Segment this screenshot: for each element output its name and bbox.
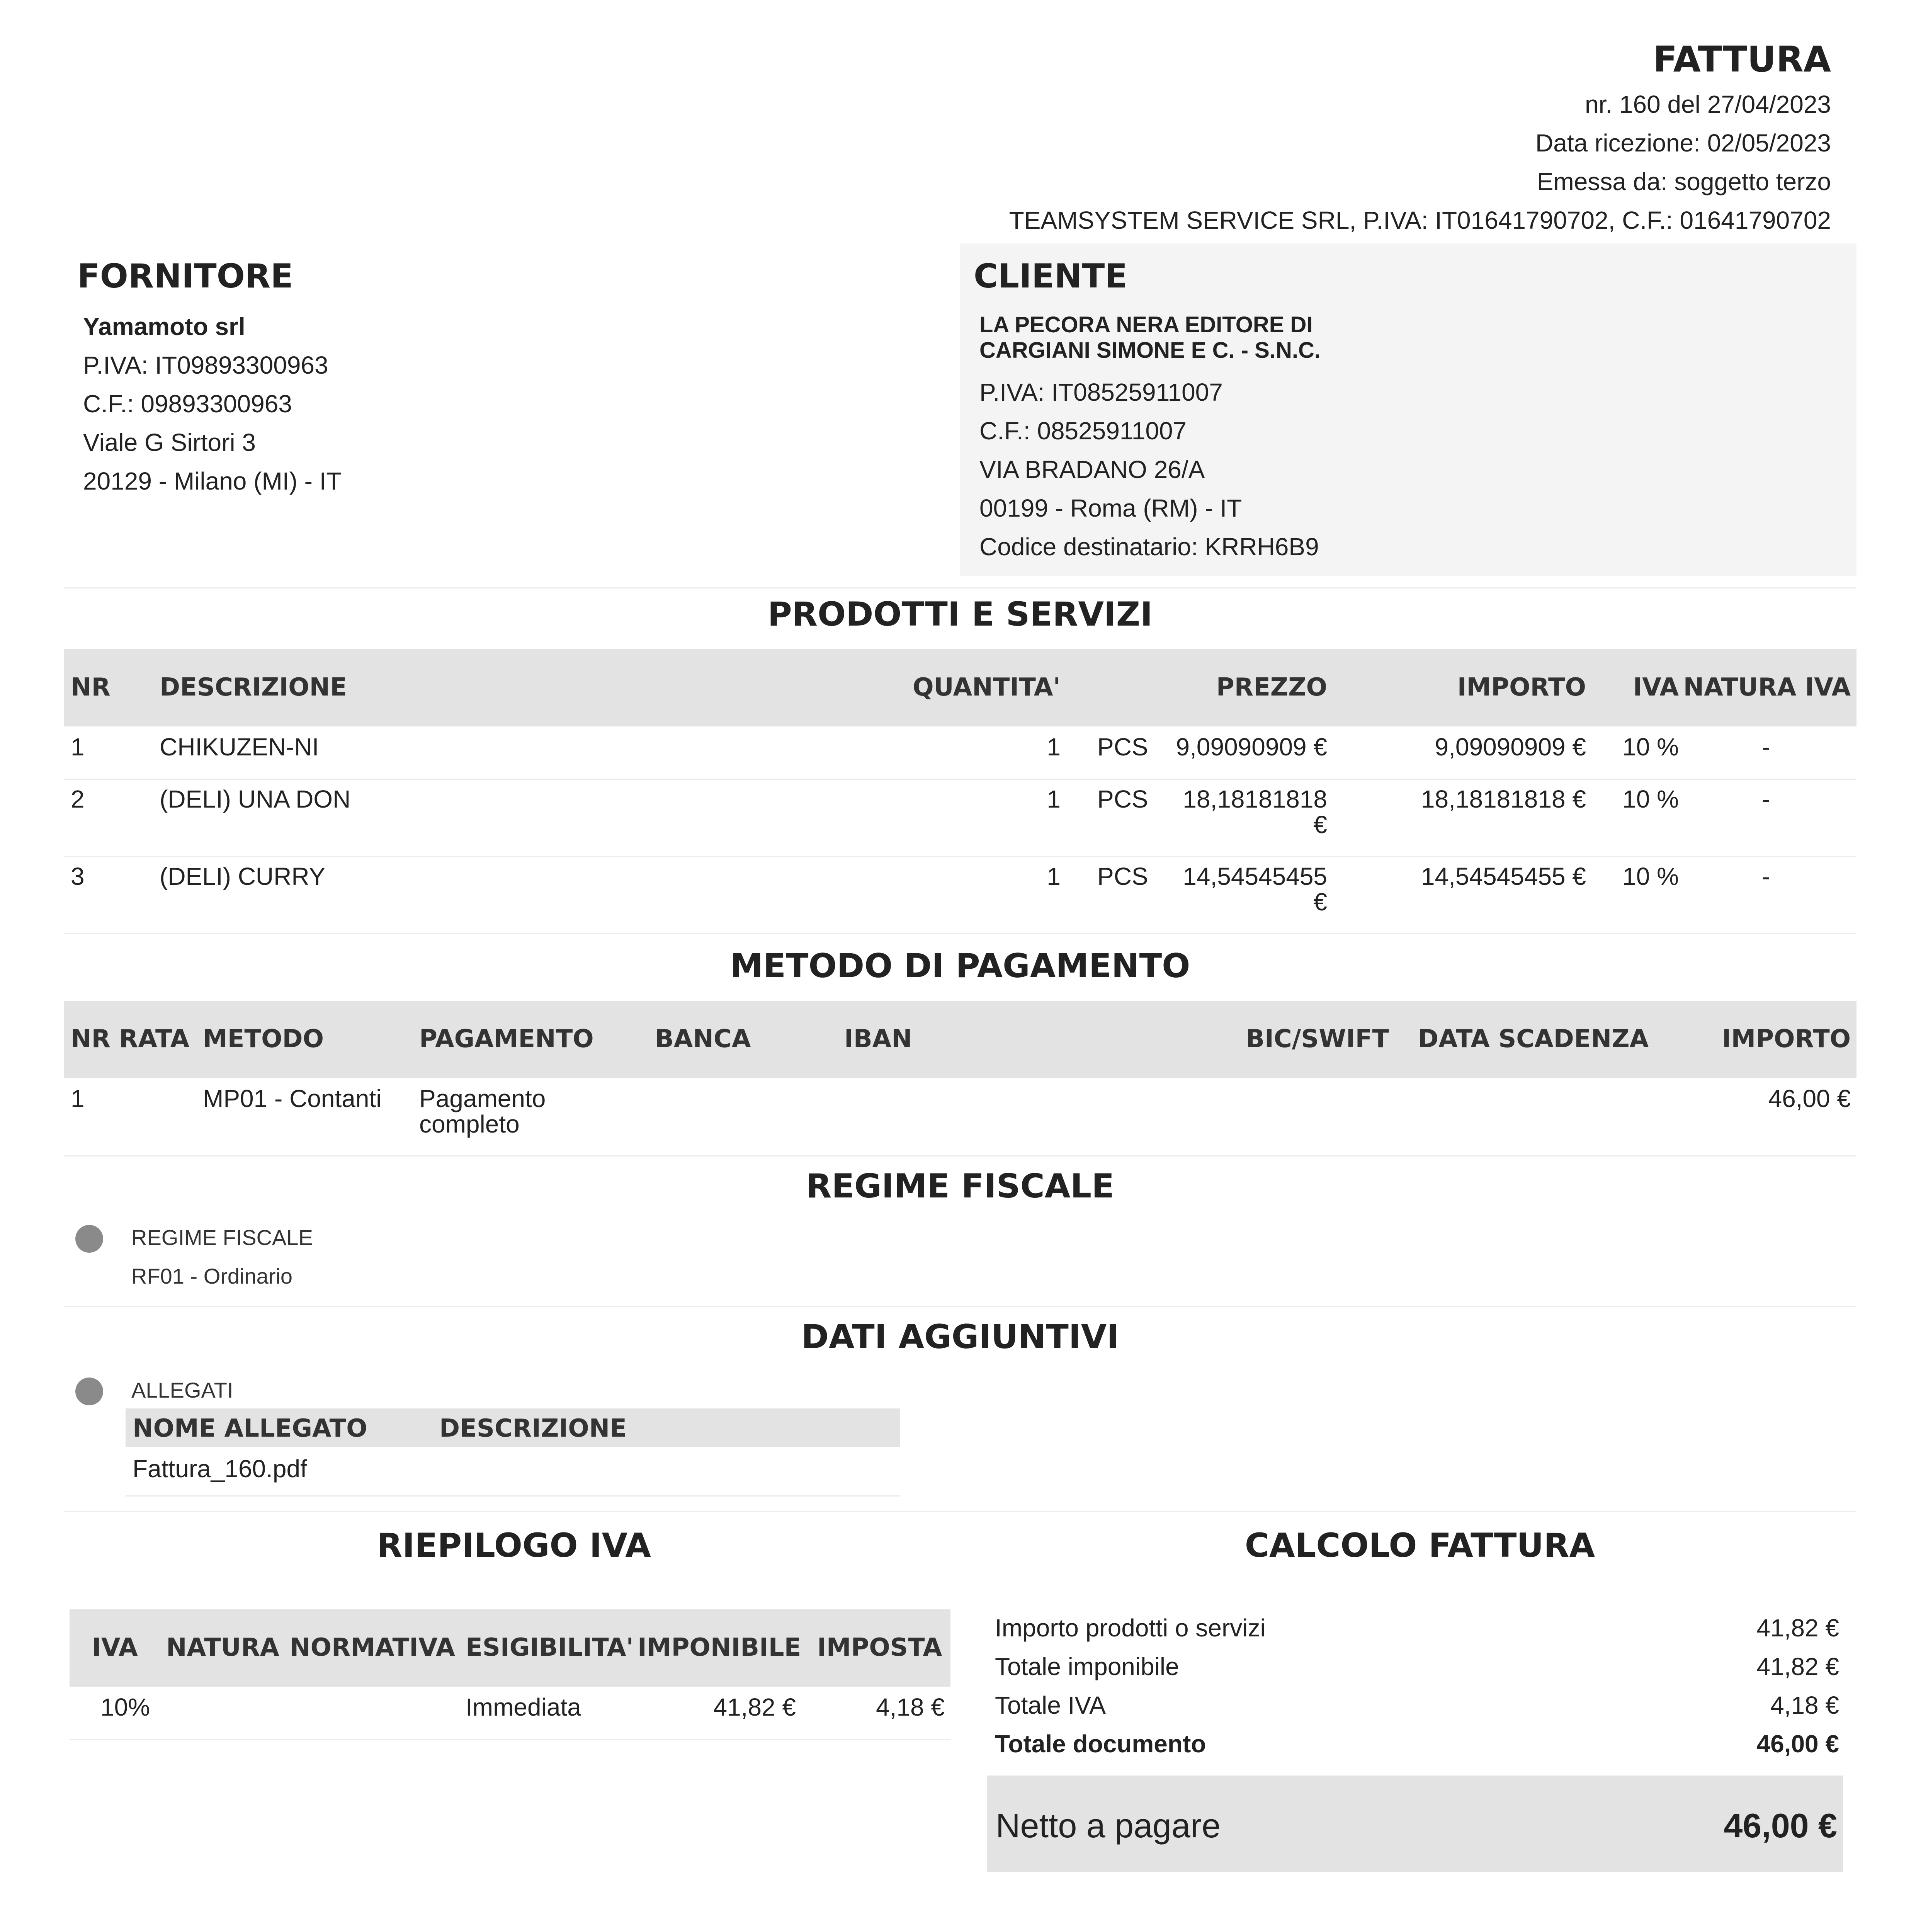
row-quantity: 1 <box>1047 733 1061 761</box>
row-price-currency: € <box>1313 888 1327 916</box>
payment-title: METODO DI PAGAMENTO <box>730 947 1190 985</box>
payment-table-header <box>64 1001 1856 1078</box>
attachment-file: Fattura_160.pdf <box>133 1455 307 1483</box>
divider <box>64 1511 1856 1512</box>
col-iva: IVA <box>92 1633 138 1662</box>
row-taxable: 41,82 € <box>713 1693 796 1721</box>
col-attachment-description: DESCRIZIONE <box>439 1414 627 1443</box>
customer-cf: C.F.: 08525911007 <box>979 417 1187 445</box>
row-iva: 10 % <box>1622 862 1679 890</box>
row-amount: 46,00 € <box>1768 1085 1851 1112</box>
row-iva: 10 % <box>1622 785 1679 813</box>
customer-recipient-code: Codice destinatario: KRRH6B9 <box>979 533 1319 561</box>
row-quantity: 1 <box>1047 785 1061 813</box>
bullet-icon <box>75 1378 103 1405</box>
col-taxable: IMPONIBILE <box>638 1633 801 1662</box>
customer-piva: P.IVA: IT08525911007 <box>979 378 1223 406</box>
col-payment: PAGAMENTO <box>419 1025 594 1053</box>
bullet-icon <box>75 1225 103 1253</box>
col-due-date: DATA SCADENZA <box>1418 1025 1649 1053</box>
col-nature: NATURA IVA <box>1683 673 1851 702</box>
row-tax: 4,18 € <box>876 1693 945 1721</box>
customer-title: CLIENTE <box>974 257 1128 296</box>
supplier-address: Viale G Sirtori 3 <box>83 429 256 456</box>
col-iva: IVA <box>1633 673 1679 702</box>
col-description: DESCRIZIONE <box>160 673 347 702</box>
table-row <box>64 779 1856 856</box>
col-nr: NR <box>71 673 111 702</box>
row-divider <box>64 1155 1856 1156</box>
net-to-pay-value: 46,00 € <box>1724 1806 1837 1845</box>
table-row <box>64 1078 1856 1155</box>
issued-by: Emessa da: soggetto terzo <box>1537 168 1831 196</box>
col-price: PREZZO <box>1216 673 1327 702</box>
doc-type-title: FATTURA <box>1653 39 1831 80</box>
divider <box>64 1306 1856 1307</box>
col-attachment-name: NOME ALLEGATO <box>133 1414 367 1443</box>
products-table-header <box>64 649 1856 726</box>
row-iva: 10 % <box>1622 733 1679 761</box>
customer-address: VIA BRADANO 26/A <box>979 456 1205 483</box>
row-divider <box>70 1739 950 1740</box>
row-description: (DELI) CURRY <box>160 862 326 890</box>
extra-title: DATI AGGIUNTIVI <box>801 1318 1119 1356</box>
row-nr: 1 <box>71 733 85 761</box>
customer-name-line1: LA PECORA NERA EDITORE DI <box>979 312 1313 337</box>
col-nature: NATURA <box>166 1633 279 1662</box>
row-description: (DELI) UNA DON <box>160 785 351 813</box>
col-amount: IMPORTO <box>1457 673 1586 702</box>
row-divider <box>126 1495 900 1497</box>
attachments-table-header <box>126 1408 900 1447</box>
row-price-currency: € <box>1313 811 1327 838</box>
vat-summary-title: RIEPILOGO IVA <box>377 1526 651 1565</box>
table-row <box>64 726 1856 779</box>
row-nature: - <box>1762 862 1770 890</box>
calc-label: Totale imponibile <box>995 1653 1179 1680</box>
invoice-number: nr. 160 del 27/04/2023 <box>1585 90 1831 118</box>
customer-block <box>960 243 1856 576</box>
customer-name-line2: CARGIANI SIMONE E C. - S.N.C. <box>979 338 1321 363</box>
net-to-pay-label: Netto a pagare <box>996 1806 1221 1845</box>
calc-value: 41,82 € <box>1756 1653 1839 1680</box>
row-method: MP01 - Contanti <box>203 1085 382 1112</box>
col-iban: IBAN <box>844 1025 912 1053</box>
col-installment: NR RATA <box>71 1025 190 1053</box>
divider <box>64 587 1856 588</box>
calc-label: Importo prodotti o servizi <box>995 1614 1266 1642</box>
calc-value: 4,18 € <box>1770 1691 1839 1719</box>
row-payment-line1: Pagamento <box>419 1085 546 1112</box>
calc-value: 41,82 € <box>1756 1614 1839 1642</box>
row-amount: 14,54545455 € <box>1421 862 1586 890</box>
supplier-name: Yamamoto srl <box>83 313 245 340</box>
row-divider <box>64 933 1856 934</box>
row-payment-line2: completo <box>419 1110 520 1138</box>
supplier-block <box>64 243 914 580</box>
supplier-title: FORNITORE <box>77 257 293 296</box>
row-nature: - <box>1762 785 1770 813</box>
products-title: PRODOTTI E SERVIZI <box>767 595 1153 634</box>
received-date: Data ricezione: 02/05/2023 <box>1535 129 1831 157</box>
col-norm: NORMATIVA <box>290 1633 455 1662</box>
attachments-label: ALLEGATI <box>131 1378 233 1402</box>
supplier-city: 20129 - Milano (MI) - IT <box>83 467 342 495</box>
col-bank: BANCA <box>655 1025 751 1053</box>
calc-title: CALCOLO FATTURA <box>1244 1526 1595 1565</box>
col-method: METODO <box>203 1025 324 1053</box>
row-iva: 10% <box>100 1693 150 1721</box>
row-price: 18,18181818 <box>1183 785 1327 813</box>
net-to-pay-box <box>987 1776 1843 1872</box>
row-installment: 1 <box>71 1085 85 1112</box>
col-bic: BIC/SWIFT <box>1246 1025 1389 1053</box>
row-unit: PCS <box>1097 862 1148 890</box>
customer-city: 00199 - Roma (RM) - IT <box>979 494 1242 522</box>
col-quantity: QUANTITA' <box>913 673 1061 702</box>
row-quantity: 1 <box>1047 862 1061 890</box>
row-amount: 18,18181818 € <box>1421 785 1586 813</box>
table-row <box>64 856 1856 933</box>
row-nr: 2 <box>71 785 85 813</box>
col-tax: IMPOSTA <box>817 1633 942 1662</box>
row-price: 14,54545455 <box>1183 862 1327 890</box>
supplier-cf: C.F.: 09893300963 <box>83 390 292 418</box>
row-unit: PCS <box>1097 733 1148 761</box>
total-document-value: 46,00 € <box>1756 1730 1839 1758</box>
row-nr: 3 <box>71 862 85 890</box>
col-esigibility: ESIGIBILITA' <box>466 1633 634 1662</box>
vat-table-header <box>70 1609 950 1687</box>
regime-label: REGIME FISCALE <box>131 1225 313 1250</box>
col-amount: IMPORTO <box>1722 1025 1851 1053</box>
calc-label: Totale IVA <box>995 1691 1106 1719</box>
row-unit: PCS <box>1097 785 1148 813</box>
regime-title: REGIME FISCALE <box>806 1167 1114 1206</box>
regime-value: RF01 - Ordinario <box>131 1264 293 1288</box>
row-description: CHIKUZEN-NI <box>160 733 319 761</box>
row-esigibility: Immediata <box>466 1693 581 1721</box>
row-nature: - <box>1762 733 1770 761</box>
total-document-label: Totale documento <box>995 1730 1206 1758</box>
row-price: 9,09090909 € <box>1176 733 1327 761</box>
issuer-info: TEAMSYSTEM SERVICE SRL, P.IVA: IT01641790702, C.F.: 01641790702 <box>1009 206 1831 234</box>
row-amount: 9,09090909 € <box>1435 733 1586 761</box>
supplier-piva: P.IVA: IT09893300963 <box>83 351 328 379</box>
table-row <box>70 1687 950 1739</box>
